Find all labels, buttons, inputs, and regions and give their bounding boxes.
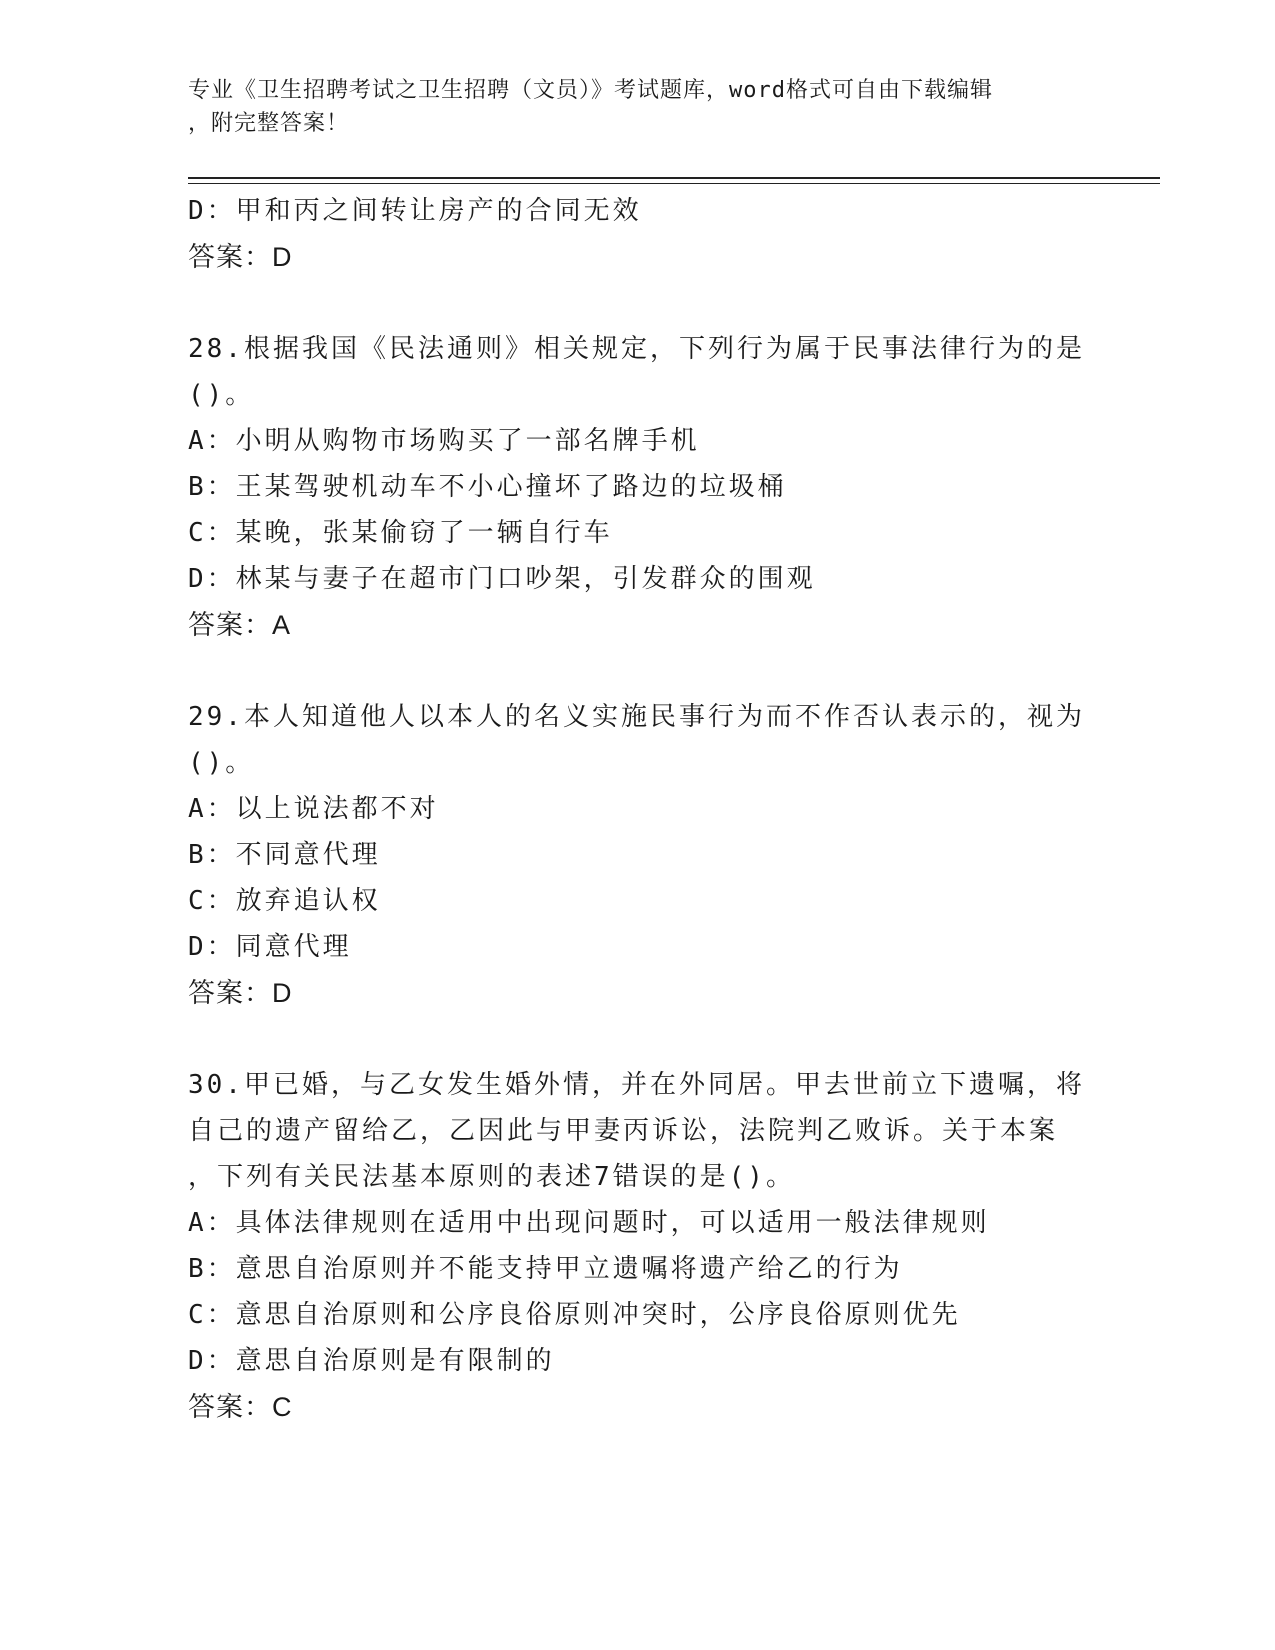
option-a: A：以上说法都不对 — [188, 794, 439, 824]
option-d: D：林某与妻子在超市门口吵架，引发群众的围观 — [188, 564, 816, 594]
question-content — [188, 188, 1088, 1430]
question-stem-continued: ()。 — [188, 748, 255, 778]
option-b: B：王某驾驶机动车不小心撞坏了路边的垃圾桶 — [188, 472, 787, 502]
question-27-tail — [188, 188, 1088, 280]
header-divider-bottom — [188, 183, 1160, 184]
option-a: A：小明从购物市场购买了一部名牌手机 — [188, 426, 700, 456]
option-c: C：放弃追认权 — [188, 886, 381, 916]
question-stem-continued: ()。 — [188, 380, 255, 410]
answer-line: 答案：D — [188, 242, 293, 272]
question-29 — [188, 694, 1088, 1016]
option-b: B：不同意代理 — [188, 840, 381, 870]
answer-line: 答案：C — [188, 1392, 293, 1422]
option-d: D：同意代理 — [188, 932, 352, 962]
spacer — [188, 280, 1088, 326]
question-30 — [188, 1062, 1088, 1430]
option-c: C：某晚，张某偷窃了一辆自行车 — [188, 518, 613, 548]
question-stem-continued: 自己的遗产留给乙，乙因此与甲妻丙诉讼，法院判乙败诉。关于本案 — [188, 1116, 1059, 1146]
question-stem-continued: ，下列有关民法基本原则的表述7错误的是()。 — [188, 1162, 795, 1192]
option-c: C：意思自治原则和公序良俗原则冲突时，公序良俗原则优先 — [188, 1300, 961, 1330]
header-divider-top — [188, 177, 1160, 179]
document-header — [188, 74, 1068, 140]
option-a: A：具体法律规则在适用中出现问题时，可以适用一般法律规则 — [188, 1208, 990, 1238]
spacer — [188, 1016, 1088, 1062]
option-d: D：甲和丙之间转让房产的合同无效 — [188, 196, 642, 226]
question-28 — [188, 326, 1088, 648]
header-line-2: ，附完整答案！ — [188, 111, 350, 136]
answer-line: 答案：A — [188, 610, 292, 640]
question-stem: 30.甲已婚，与乙女发生婚外情，并在外同居。甲去世前立下遗嘱，将 — [188, 1070, 1085, 1100]
option-d: D：意思自治原则是有限制的 — [188, 1346, 555, 1376]
option-b: B：意思自治原则并不能支持甲立遗嘱将遗产给乙的行为 — [188, 1254, 903, 1284]
header-line-1: 专业《卫生招聘考试之卫生招聘（文员）》考试题库，word格式可自由下载编辑 — [188, 78, 993, 103]
question-stem: 28.根据我国《民法通则》相关规定，下列行为属于民事法律行为的是 — [188, 334, 1085, 364]
spacer — [188, 648, 1088, 694]
answer-line: 答案：D — [188, 978, 293, 1008]
question-stem: 29.本人知道他人以本人的名义实施民事行为而不作否认表示的，视为 — [188, 702, 1085, 732]
